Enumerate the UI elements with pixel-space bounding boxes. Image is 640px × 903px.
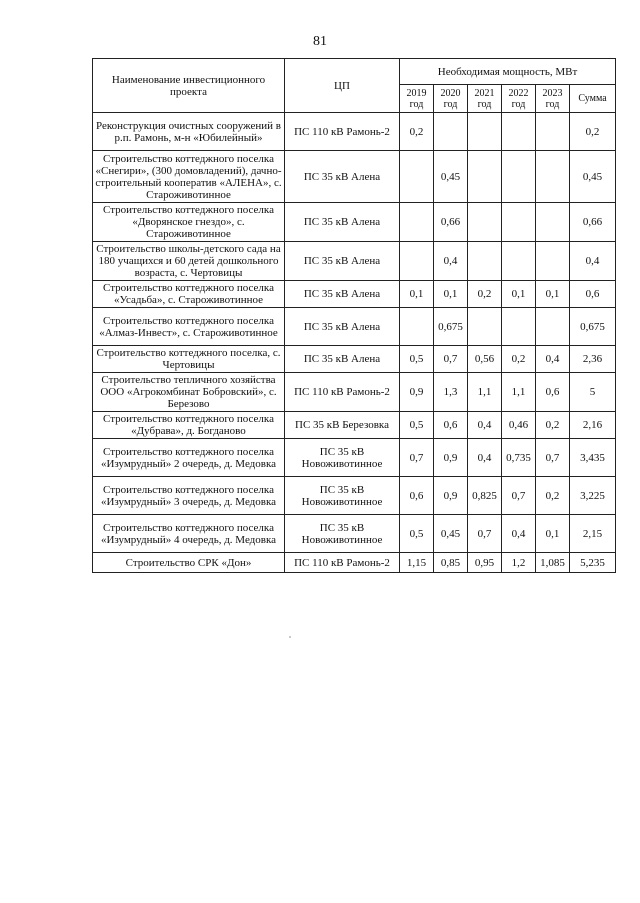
value-2021: 0,56 — [468, 346, 502, 373]
project-name: Строительство коттеджного поселка «Изумрудный» 2 очередь, д. Медовка — [93, 439, 285, 477]
value-2023: 0,2 — [536, 477, 570, 515]
value-2023: 0,6 — [536, 373, 570, 412]
substation: ПС 35 кВ Алена — [285, 242, 400, 281]
value-2021: 0,7 — [468, 515, 502, 553]
value-sum: 5 — [570, 373, 616, 412]
value-2019: 1,15 — [400, 553, 434, 573]
value-2021: 0,4 — [468, 439, 502, 477]
value-2022 — [502, 203, 536, 242]
value-2021 — [468, 113, 502, 151]
value-2023: 0,1 — [536, 281, 570, 308]
header-year-2022: 2022 год — [502, 85, 536, 113]
value-2023 — [536, 308, 570, 346]
value-2022: 1,1 — [502, 373, 536, 412]
header-year-2020: 2020 год — [434, 85, 468, 113]
value-2021 — [468, 203, 502, 242]
value-sum: 5,235 — [570, 553, 616, 573]
substation: ПС 35 кВ Алена — [285, 203, 400, 242]
project-name: Строительство коттеджного поселка «Изумрудный» 4 очередь, д. Медовка — [93, 515, 285, 553]
project-name: Строительство коттеджного поселка, с. Чертовицы — [93, 346, 285, 373]
value-2022: 0,2 — [502, 346, 536, 373]
substation: ПС 110 кВ Рамонь-2 — [285, 113, 400, 151]
value-sum: 3,225 — [570, 477, 616, 515]
value-2020: 0,45 — [434, 515, 468, 553]
value-2023: 0,7 — [536, 439, 570, 477]
project-name: Строительство коттеджного поселка «Дубрава», д. Богданово — [93, 412, 285, 439]
header-year-2019: 2019 год — [400, 85, 434, 113]
value-2023: 0,1 — [536, 515, 570, 553]
value-sum: 0,6 — [570, 281, 616, 308]
project-name: Строительство СРК «Дон» — [93, 553, 285, 573]
value-2023: 0,4 — [536, 346, 570, 373]
value-sum: 0,2 — [570, 113, 616, 151]
table-row — [93, 242, 616, 281]
value-2021 — [468, 308, 502, 346]
substation: ПС 35 кВ Новоживотинное — [285, 477, 400, 515]
value-2022: 1,2 — [502, 553, 536, 573]
scan-speck — [289, 636, 291, 638]
table-row — [93, 477, 616, 515]
value-2019: 0,1 — [400, 281, 434, 308]
substation: ПС 35 кВ Алена — [285, 281, 400, 308]
value-2019: 0,5 — [400, 515, 434, 553]
value-sum: 0,45 — [570, 151, 616, 203]
value-2021: 1,1 — [468, 373, 502, 412]
substation: ПС 35 кВ Новоживотинное — [285, 515, 400, 553]
value-2020: 0,6 — [434, 412, 468, 439]
value-2019: 0,2 — [400, 113, 434, 151]
value-2020: 0,7 — [434, 346, 468, 373]
value-2020: 0,66 — [434, 203, 468, 242]
substation: ПС 35 кВ Алена — [285, 151, 400, 203]
table-row — [93, 373, 616, 412]
value-2021: 0,95 — [468, 553, 502, 573]
value-sum: 0,4 — [570, 242, 616, 281]
value-2019 — [400, 242, 434, 281]
value-2020: 0,85 — [434, 553, 468, 573]
value-2022 — [502, 242, 536, 281]
value-2023: 1,085 — [536, 553, 570, 573]
value-2020: 0,4 — [434, 242, 468, 281]
substation: ПС 110 кВ Рамонь-2 — [285, 553, 400, 573]
value-2020: 0,1 — [434, 281, 468, 308]
project-name: Строительство школы-детского сада на 180 учащихся и 60 детей дошкольного возраста, с. Чертовицы — [93, 242, 285, 281]
value-2021: 0,2 — [468, 281, 502, 308]
value-2020: 0,45 — [434, 151, 468, 203]
value-sum: 2,16 — [570, 412, 616, 439]
project-name: Строительство коттеджного поселка «Снегири», (300 домовладений), дачно-строительный кооператив «АЛЕНА», с. Староживотинное — [93, 151, 285, 203]
value-2019 — [400, 203, 434, 242]
value-2022: 0,7 — [502, 477, 536, 515]
value-2021: 0,4 — [468, 412, 502, 439]
header-sum: Сумма — [570, 85, 616, 113]
value-2020: 0,9 — [434, 439, 468, 477]
project-name: Строительство тепличного хозяйства ООО «Агрокомбинат Бобровский», с. Березово — [93, 373, 285, 412]
table-row — [93, 412, 616, 439]
table-row — [93, 203, 616, 242]
table-row — [93, 113, 616, 151]
substation: ПС 35 кВ Новоживотинное — [285, 439, 400, 477]
value-2021 — [468, 242, 502, 281]
value-2022: 0,735 — [502, 439, 536, 477]
project-name: Строительство коттеджного поселка «Усадьба», с. Староживотинное — [93, 281, 285, 308]
value-sum: 2,36 — [570, 346, 616, 373]
value-2023 — [536, 151, 570, 203]
header-year-2023: 2023 год — [536, 85, 570, 113]
value-sum: 3,435 — [570, 439, 616, 477]
value-2021: 0,825 — [468, 477, 502, 515]
value-sum: 0,675 — [570, 308, 616, 346]
value-2020 — [434, 113, 468, 151]
substation: ПС 110 кВ Рамонь-2 — [285, 373, 400, 412]
investment-projects-table — [92, 58, 616, 573]
value-2022 — [502, 308, 536, 346]
project-name: Строительство коттеджного поселка «Алмаз-Инвест», с. Староживотинное — [93, 308, 285, 346]
table-row — [93, 515, 616, 553]
header-substation: ЦП — [285, 59, 400, 113]
table-row — [93, 346, 616, 373]
table-row — [93, 553, 616, 573]
table-row — [93, 281, 616, 308]
value-2019 — [400, 308, 434, 346]
header-year-2021: 2021 год — [468, 85, 502, 113]
header-required-power: Необходимая мощность, МВт — [400, 59, 616, 85]
header-project-name: Наименование инвестиционного проекта — [93, 59, 285, 113]
value-2023 — [536, 242, 570, 281]
table-row — [93, 151, 616, 203]
project-name: Строительство коттеджного поселка «Дворянское гнездо», с. Староживотинное — [93, 203, 285, 242]
value-2020: 0,675 — [434, 308, 468, 346]
value-2022 — [502, 151, 536, 203]
table-row — [93, 308, 616, 346]
value-sum: 2,15 — [570, 515, 616, 553]
value-2022: 0,46 — [502, 412, 536, 439]
value-2023 — [536, 203, 570, 242]
substation: ПС 35 кВ Алена — [285, 308, 400, 346]
value-2022: 0,4 — [502, 515, 536, 553]
value-2019: 0,6 — [400, 477, 434, 515]
table-row — [93, 439, 616, 477]
value-2021 — [468, 151, 502, 203]
value-2019 — [400, 151, 434, 203]
value-2022 — [502, 113, 536, 151]
substation: ПС 35 кВ Алена — [285, 346, 400, 373]
value-2019: 0,9 — [400, 373, 434, 412]
value-2019: 0,7 — [400, 439, 434, 477]
substation: ПС 35 кВ Березовка — [285, 412, 400, 439]
value-2020: 0,9 — [434, 477, 468, 515]
project-name: Реконструкция очистных сооружений в р.п. Рамонь, м-н «Юбилейный» — [93, 113, 285, 151]
value-2019: 0,5 — [400, 346, 434, 373]
value-sum: 0,66 — [570, 203, 616, 242]
project-name: Строительство коттеджного поселка «Изумрудный» 3 очередь, д. Медовка — [93, 477, 285, 515]
value-2020: 1,3 — [434, 373, 468, 412]
page-number: 81 — [313, 34, 327, 49]
value-2022: 0,1 — [502, 281, 536, 308]
value-2023: 0,2 — [536, 412, 570, 439]
value-2023 — [536, 113, 570, 151]
value-2019: 0,5 — [400, 412, 434, 439]
